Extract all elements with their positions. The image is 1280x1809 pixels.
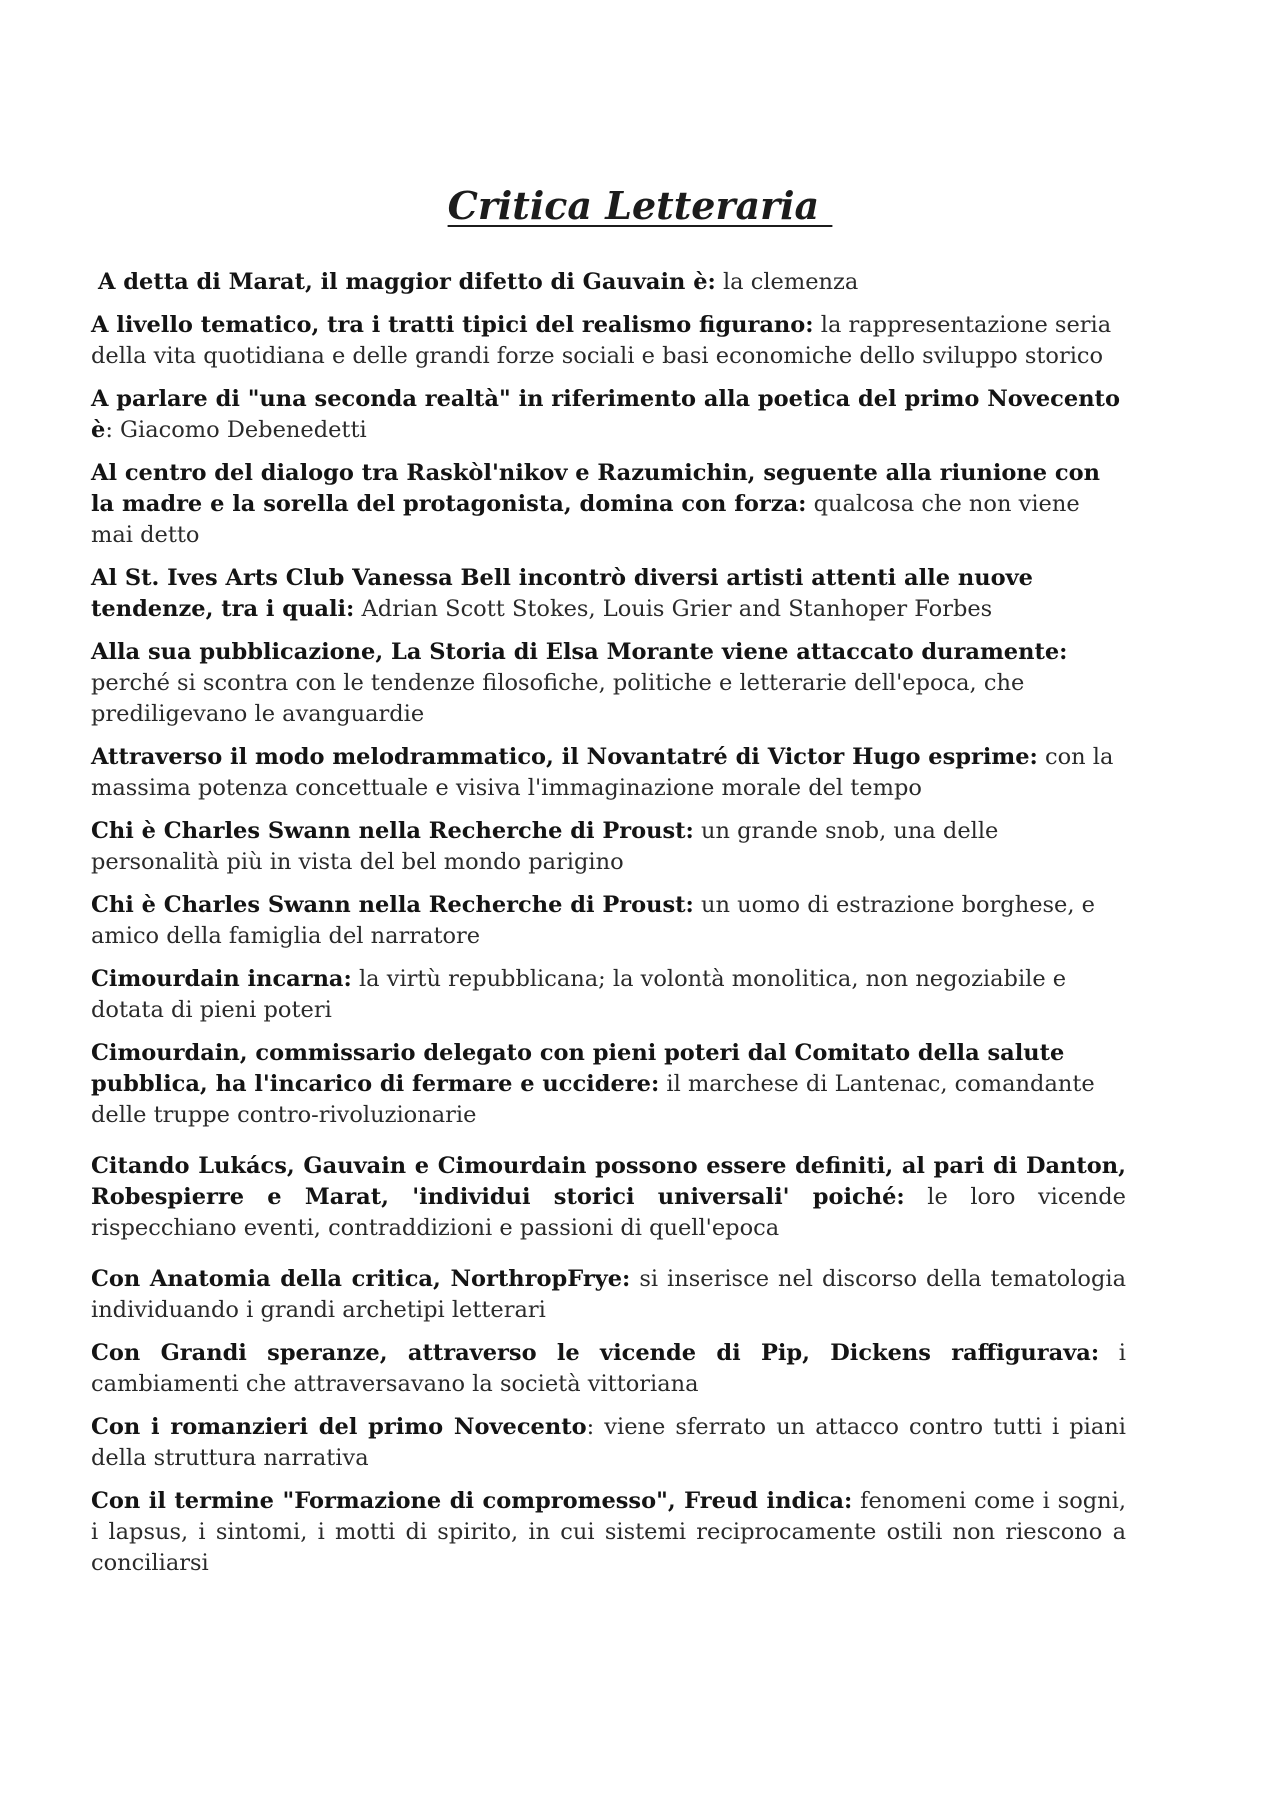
entry-question: Al centro del dialogo tra Raskòl'nikov e Razumichin, seguente alla riunione con la madre e la sorella del protagonista, domina con forza: (91, 460, 1100, 517)
entry-7 (91, 742, 1126, 804)
entry-16 (91, 1486, 1126, 1579)
entry-question: Cimourdain, commissario delegato con pieni poteri dal Comitato della salute pubblica, ha l'incarico di fermare e uccidere: (91, 1040, 1065, 1097)
entry-question: Con il termine "Formazione di compromesso", Freud indica: (91, 1488, 853, 1514)
entry-11 (91, 1038, 1126, 1131)
entry-9 (91, 890, 1126, 952)
entry-answer: la virtù repubblicana; la volontà monolitica, non negoziabile e dotata di pieni poteri (91, 966, 1067, 1023)
document-title: Critica Letteraria (447, 183, 833, 228)
entry-4 (91, 458, 1126, 551)
entry-14 (91, 1338, 1126, 1400)
entry-5 (91, 563, 1126, 625)
entry-question: Al St. Ives Arts Club Vanessa Bell incontrò diversi artisti attenti alle nuove tendenze, tra i quali: (91, 565, 1033, 622)
entry-15 (91, 1412, 1126, 1474)
entry-question: Chi è Charles Swann nella Recherche di Proust: (91, 818, 694, 844)
entry-answer: la clemenza (715, 269, 859, 295)
entry-answer: : viene sferrato un attacco contro tutti i piani della struttura narrativa (91, 1414, 1126, 1471)
entry-answer: i cambiamenti che attraversavano la società vittoriana (91, 1340, 1126, 1397)
entry-question: Con i romanzieri del primo Novecento (91, 1414, 587, 1440)
entry-question: Attraverso il modo melodrammatico, il Novantatré di Victor Hugo esprime: (91, 744, 1038, 770)
entry-answer: con la massima potenza concettuale e visiva l'immaginazione morale del tempo (91, 744, 1114, 801)
entry-question: Cimourdain incarna: (91, 966, 352, 992)
entry-question: A livello tematico, tra i tratti tipici del realismo figurano: (91, 312, 814, 338)
entry-6 (91, 637, 1126, 730)
entry-12 (91, 1151, 1126, 1244)
entry-question: Con Grandi speranze, attraverso le vicende di Pip, Dickens raffigurava: (91, 1340, 1100, 1366)
entry-answer: fenomeni come i sogni, i lapsus, i sintomi, i motti di spirito, in cui sistemi reciprocamente ostili non riescono a conciliarsi (91, 1488, 1126, 1576)
entry-13 (91, 1264, 1126, 1326)
entry-question: A parlare di "una seconda realtà" in riferimento alla poetica del primo Novecento è (91, 386, 1120, 443)
entry-answer: si inserisce nel discorso della tematologia individuando i grandi archetipi letterari (91, 1266, 1126, 1323)
entry-question: Citando Lukács, Gauvain e Cimourdain possono essere definiti, al pari di Danton, Robespierre e Marat, 'individui storici universali' poiché: (91, 1153, 1126, 1210)
entry-question: A detta di Marat, il maggior difetto di Gauvain è: (98, 269, 716, 295)
entry-question: Chi è Charles Swann nella Recherche di Proust: (91, 892, 694, 918)
entry-3 (91, 384, 1126, 446)
entry-answer: il marchese di Lantenac, comandante delle truppe contro-rivoluzionarie (91, 1071, 1095, 1128)
entry-question: Con Anatomia della critica, NorthropFrye: (91, 1266, 631, 1292)
entry-answer: un grande snob, una delle personalità più in vista del bel mondo parigino (91, 818, 999, 875)
entry-8 (91, 816, 1126, 878)
entry-answer: : Giacomo Debenedetti (105, 417, 367, 443)
entry-2 (91, 310, 1126, 372)
entry-answer: Adrian Scott Stokes, Louis Grier and Stanhoper Forbes (354, 596, 993, 622)
entry-question: Alla sua pubblicazione, La Storia di Elsa Morante viene attaccato duramente: (91, 639, 1068, 665)
entry-answer: qualcosa che non viene mai detto (91, 491, 1080, 548)
entry-10 (91, 964, 1126, 1026)
entry-answer: la rappresentazione seria della vita quotidiana e delle grandi forze sociali e basi economiche dello sviluppo storico (91, 312, 1112, 369)
entry-1 (91, 267, 1126, 298)
entry-answer: perché si scontra con le tendenze filosofiche, politiche e letterarie dell'epoca, che prediligevano le avanguardie (91, 670, 1025, 727)
entry-answer: un uomo di estrazione borghese, e amico della famiglia del narratore (91, 892, 1095, 949)
entry-list (91, 267, 1126, 1591)
entry-answer: le loro vicende rispecchiano eventi, contraddizioni e passioni di quell'epoca (91, 1184, 1126, 1241)
